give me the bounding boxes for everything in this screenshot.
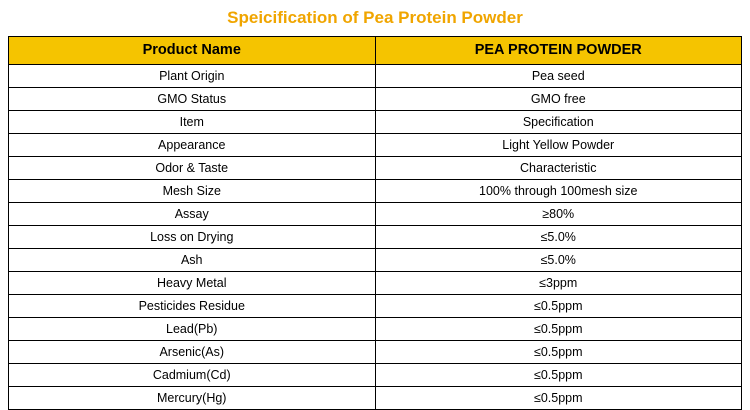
cell-property-value: Characteristic — [375, 157, 742, 180]
table-header — [9, 37, 742, 65]
cell-property-value: Light Yellow Powder — [375, 134, 742, 157]
table-row — [9, 180, 742, 203]
cell-property-value: ≤5.0% — [375, 249, 742, 272]
cell-property-name: Arsenic(As) — [9, 341, 376, 364]
cell-property-name: Cadmium(Cd) — [9, 364, 376, 387]
table-row — [9, 272, 742, 295]
column-header-product-name: Product Name — [9, 37, 376, 65]
table-row — [9, 134, 742, 157]
cell-property-name: Odor & Taste — [9, 157, 376, 180]
cell-property-value: ≥80% — [375, 203, 742, 226]
cell-property-value: ≤0.5ppm — [375, 341, 742, 364]
cell-property-name: Lead(Pb) — [9, 318, 376, 341]
cell-property-name: Heavy Metal — [9, 272, 376, 295]
cell-property-value: ≤0.5ppm — [375, 364, 742, 387]
cell-property-name: Ash — [9, 249, 376, 272]
table-row — [9, 318, 742, 341]
cell-property-value: 100% through 100mesh size — [375, 180, 742, 203]
cell-property-value: Pea seed — [375, 65, 742, 88]
cell-property-name: Appearance — [9, 134, 376, 157]
table-row — [9, 65, 742, 88]
cell-property-name: Pesticides Residue — [9, 295, 376, 318]
column-header-product-value: PEA PROTEIN POWDER — [375, 37, 742, 65]
cell-property-name: GMO Status — [9, 88, 376, 111]
table-row — [9, 203, 742, 226]
cell-property-value: Specification — [375, 111, 742, 134]
table-row — [9, 157, 742, 180]
cell-property-value: ≤3ppm — [375, 272, 742, 295]
table-row — [9, 341, 742, 364]
table-header-row — [9, 37, 742, 65]
table-row — [9, 295, 742, 318]
table-row — [9, 249, 742, 272]
table-row — [9, 387, 742, 410]
table-body — [9, 65, 742, 410]
table-row — [9, 88, 742, 111]
cell-property-value: ≤5.0% — [375, 226, 742, 249]
cell-property-name: Mercury(Hg) — [9, 387, 376, 410]
cell-property-name: Assay — [9, 203, 376, 226]
cell-property-value: ≤0.5ppm — [375, 295, 742, 318]
page-title: Speicification of Pea Protein Powder — [227, 8, 523, 27]
specification-table — [8, 36, 742, 410]
cell-property-name: Mesh Size — [9, 180, 376, 203]
table-row — [9, 111, 742, 134]
cell-property-value: ≤0.5ppm — [375, 387, 742, 410]
cell-property-value: ≤0.5ppm — [375, 318, 742, 341]
cell-property-name: Loss on Drying — [9, 226, 376, 249]
cell-property-name: Item — [9, 111, 376, 134]
table-row — [9, 226, 742, 249]
table-row — [9, 364, 742, 387]
cell-property-name: Plant Origin — [9, 65, 376, 88]
cell-property-value: GMO free — [375, 88, 742, 111]
